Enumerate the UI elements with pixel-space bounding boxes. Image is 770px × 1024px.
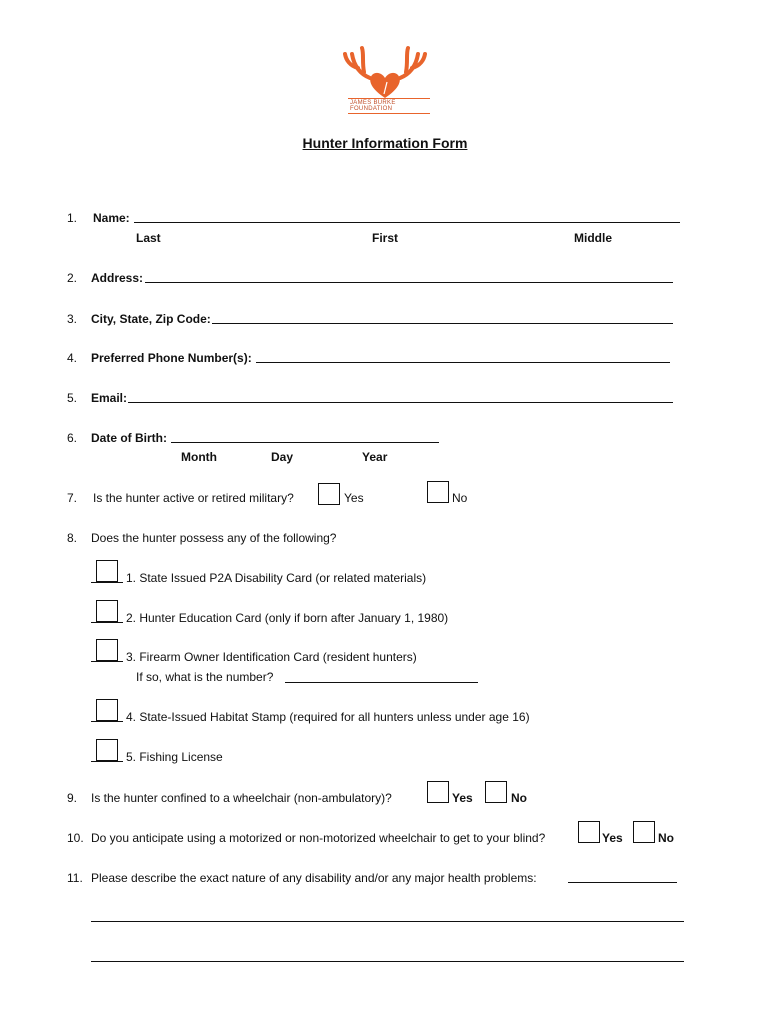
fishing-license-checkbox[interactable]	[96, 739, 118, 761]
disability-description-line-2[interactable]	[91, 961, 684, 962]
blind-wheelchair-no-label: No	[658, 831, 674, 845]
military-no-label: No	[452, 491, 468, 505]
military-yes-label: Yes	[344, 491, 364, 505]
q10-number: 10.	[67, 831, 84, 845]
q2-number: 2.	[67, 271, 78, 285]
name-sub-last: Last	[136, 231, 161, 245]
q6-number: 6.	[67, 431, 78, 445]
foundation-logo	[340, 44, 430, 110]
q7-number: 7.	[67, 491, 78, 505]
hunter-ed-card-label: 2. Hunter Education Card (only if born after January 1, 1980)	[126, 611, 449, 625]
fishing-license-underline	[91, 761, 123, 762]
wheelchair-yes-checkbox[interactable]	[427, 781, 449, 803]
foid-followup-label: If so, what is the number?	[136, 670, 274, 684]
phone-field[interactable]	[256, 362, 670, 363]
q10-label: Do you anticipate using a motorized or non-motorized wheelchair to get to your blind?	[91, 831, 546, 845]
q4-label: Preferred Phone Number(s):	[91, 351, 252, 365]
q4-number: 4.	[67, 351, 78, 365]
q8-label: Does the hunter possess any of the following?	[91, 531, 337, 545]
military-yes-checkbox[interactable]	[318, 483, 340, 505]
q11-number: 11.	[67, 871, 83, 885]
p2a-card-label: 1. State Issued P2A Disability Card (or related materials)	[126, 571, 427, 585]
p2a-card-underline	[91, 582, 123, 583]
disability-description-line-1[interactable]	[91, 921, 684, 922]
military-no-checkbox[interactable]	[427, 481, 449, 503]
wheelchair-yes-label: Yes	[452, 791, 473, 805]
foid-card-label: 3. Firearm Owner Identification Card (resident hunters)	[126, 650, 417, 664]
hunter-ed-card-checkbox[interactable]	[96, 600, 118, 622]
name-sub-middle: Middle	[574, 231, 612, 245]
habitat-stamp-checkbox[interactable]	[96, 699, 118, 721]
q11-label: Please describe the exact nature of any disability and/or any major health problems:	[91, 871, 537, 885]
foid-card-checkbox[interactable]	[96, 639, 118, 661]
name-field[interactable]	[134, 222, 680, 223]
email-field[interactable]	[128, 402, 673, 403]
form-title: Hunter Information Form	[302, 135, 468, 151]
name-sub-first: First	[372, 231, 399, 245]
dob-field[interactable]	[171, 442, 439, 443]
blind-wheelchair-yes-checkbox[interactable]	[578, 821, 600, 843]
fishing-license-label: 5. Fishing License	[126, 750, 223, 764]
address-field[interactable]	[145, 282, 673, 283]
q9-number: 9.	[67, 791, 78, 805]
wheelchair-no-checkbox[interactable]	[485, 781, 507, 803]
habitat-stamp-label: 4. State-Issued Habitat Stamp (required for all hunters unless under age 16)	[126, 710, 530, 724]
q5-number: 5.	[67, 391, 78, 405]
disability-inline-field[interactable]	[568, 882, 677, 883]
logo-text: JAMES BURKE FOUNDATION	[348, 98, 430, 114]
q2-label: Address:	[91, 271, 144, 285]
blind-wheelchair-no-checkbox[interactable]	[633, 821, 655, 843]
hunter-ed-card-underline	[91, 622, 123, 623]
p2a-card-checkbox[interactable]	[96, 560, 118, 582]
dob-sub-day: Day	[271, 450, 294, 464]
q6-label: Date of Birth:	[91, 431, 167, 445]
dob-sub-month: Month	[181, 450, 217, 464]
q7-label: Is the hunter active or retired military?	[93, 491, 294, 505]
q3-number: 3.	[67, 312, 78, 326]
blind-wheelchair-yes-label: Yes	[602, 831, 623, 845]
q9-label: Is the hunter confined to a wheelchair (non-ambulatory)?	[91, 791, 392, 805]
dob-sub-year: Year	[362, 450, 388, 464]
antler-heart-icon	[340, 44, 430, 100]
habitat-stamp-underline	[91, 721, 123, 722]
foid-card-underline	[91, 661, 123, 662]
wheelchair-no-label: No	[511, 791, 527, 805]
q1-number: 1.	[67, 211, 78, 225]
city-state-zip-field[interactable]	[212, 323, 673, 324]
q8-number: 8.	[67, 531, 78, 545]
q3-label: City, State, Zip Code:	[91, 312, 211, 326]
q1-label: Name:	[93, 211, 130, 225]
foid-number-field[interactable]	[285, 682, 478, 683]
q5-label: Email:	[91, 391, 128, 405]
